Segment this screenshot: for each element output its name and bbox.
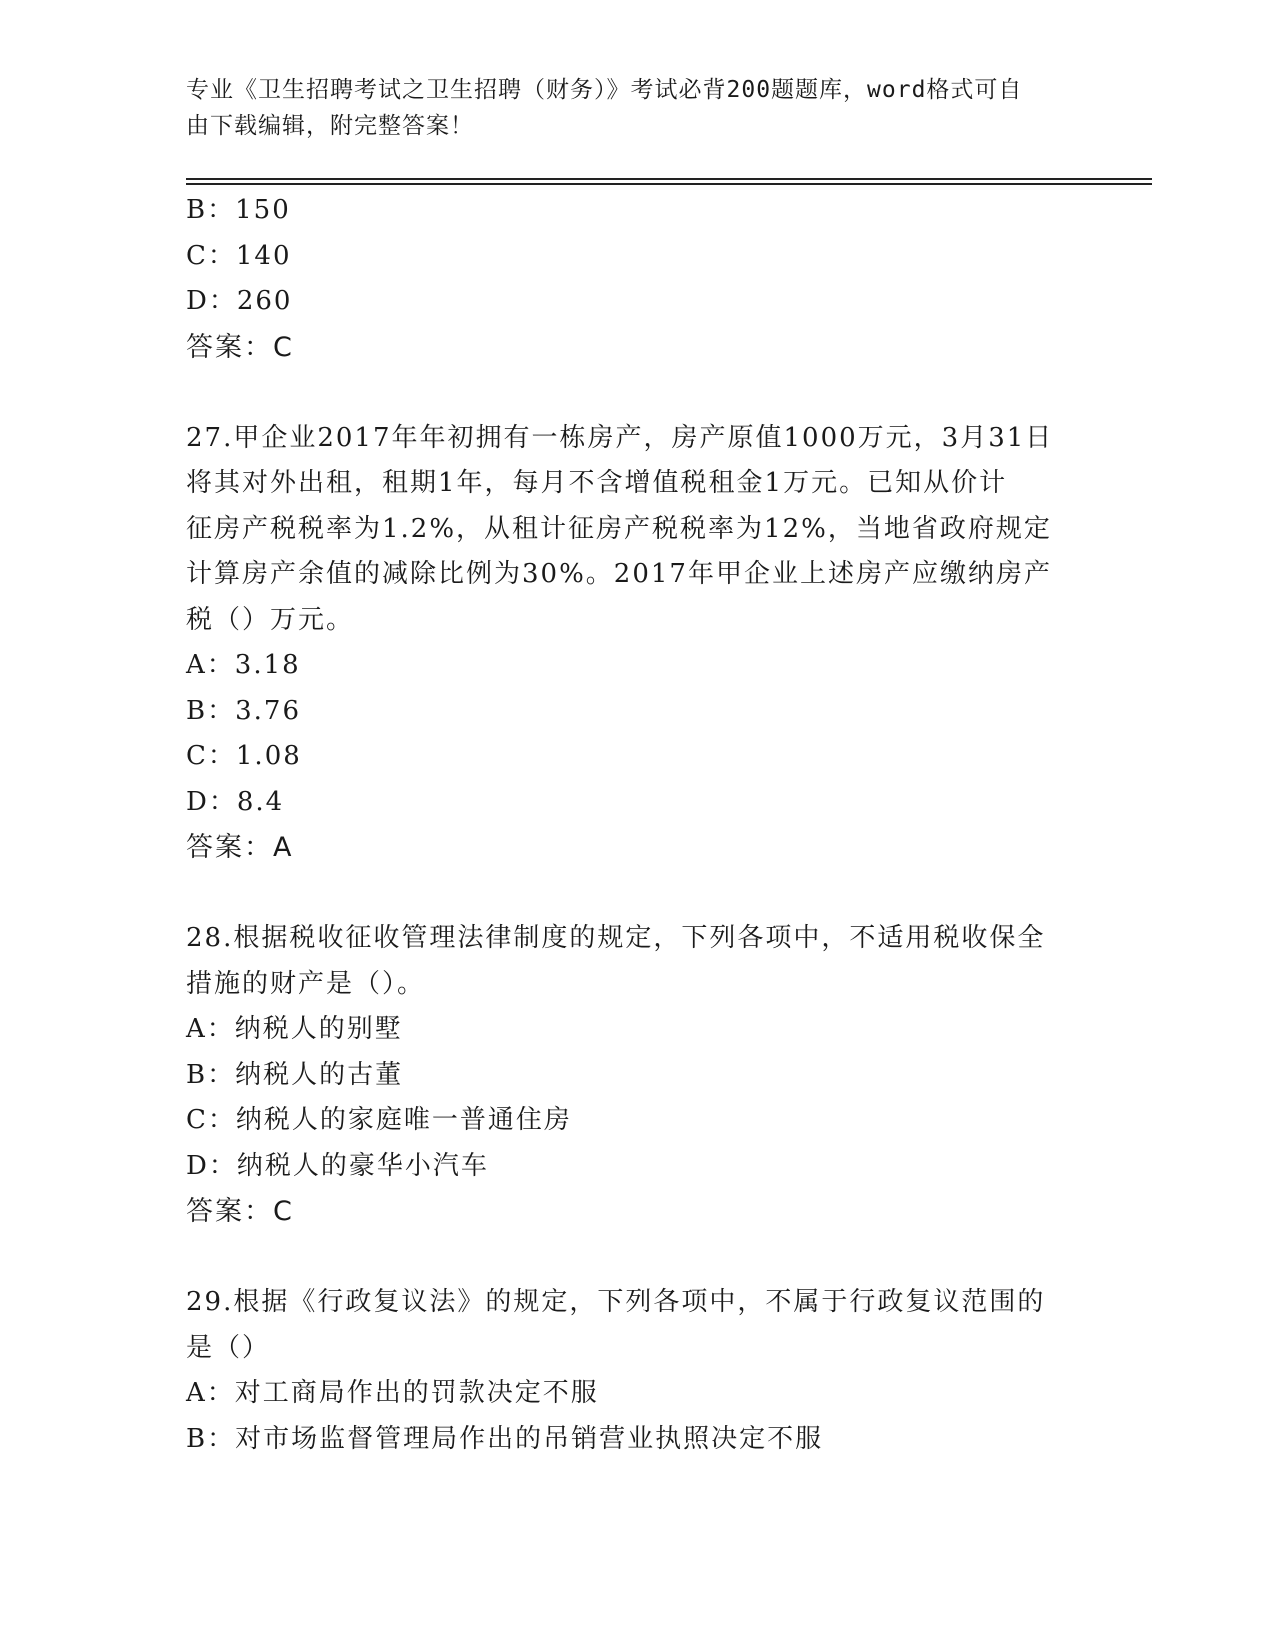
question-stem-line: 27.甲企业2017年年初拥有一栋房产，房产原值1000万元，3月31日: [186, 422, 1054, 453]
option-c: C：140: [186, 240, 292, 271]
question-stem-line: 将其对外出租，租期1年，每月不含增值税租金1万元。已知从价计: [186, 468, 1008, 498]
question-stem-line: 征房产税税率为1.2%，从租计征房产税税率为12%，当地省政府规定: [186, 513, 1052, 544]
question-stem-line: 28.根据税收征收管理法律制度的规定，下列各项中，不适用税收保全: [186, 923, 1046, 953]
option-a: A：3.18: [186, 650, 301, 680]
answer: 答案：C: [186, 331, 294, 363]
option-b: B：纳税人的古董: [186, 1059, 404, 1090]
question-29: [186, 1280, 1086, 1462]
option-d: D：纳税人的豪华小汽车: [186, 1150, 489, 1181]
spacer: [186, 370, 1086, 416]
option-b: B：3.76: [186, 695, 301, 726]
document-header: [186, 72, 1066, 144]
spacer: [186, 1235, 1086, 1281]
option-b: B：150: [186, 195, 291, 225]
option-a: A：对工商局作出的罚款决定不服: [186, 1378, 599, 1408]
question-stem-line: 措施的财产是（）。: [186, 968, 426, 999]
option-b: B：对市场监督管理局作出的吊销营业执照决定不服: [186, 1423, 824, 1454]
question-28: [186, 916, 1086, 1235]
header-rule-top: [186, 178, 1152, 180]
question-stem-line: 29.根据《行政复议法》的规定，下列各项中，不属于行政复议范围的: [186, 1287, 1046, 1317]
header-rule-bottom: [186, 183, 1152, 185]
answer: 答案：A: [186, 832, 294, 863]
option-a: A：纳税人的别墅: [186, 1014, 403, 1044]
question-26-tail: [186, 188, 1086, 370]
question-list: [186, 188, 1086, 1462]
question-27: [186, 416, 1086, 871]
question-stem-line: 税（）万元。: [186, 604, 355, 635]
header-line-2: 由下载编辑，附完整答案！: [186, 113, 474, 139]
option-d: D：260: [186, 286, 293, 316]
question-stem-line: 是（）: [186, 1332, 271, 1363]
option-c: C：纳税人的家庭唯一普通住房: [186, 1105, 572, 1135]
header-line-1: 专业《卫生招聘考试之卫生招聘（财务）》考试必背200题题库，word格式可自: [186, 77, 1023, 103]
question-stem-line: 计算房产余值的减除比例为30%。2017年甲企业上述房产应缴纳房产: [186, 559, 1052, 589]
spacer: [186, 871, 1086, 917]
option-c: C：1.08: [186, 741, 302, 771]
option-d: D：8.4: [186, 786, 285, 817]
answer: 答案：C: [186, 1196, 294, 1227]
